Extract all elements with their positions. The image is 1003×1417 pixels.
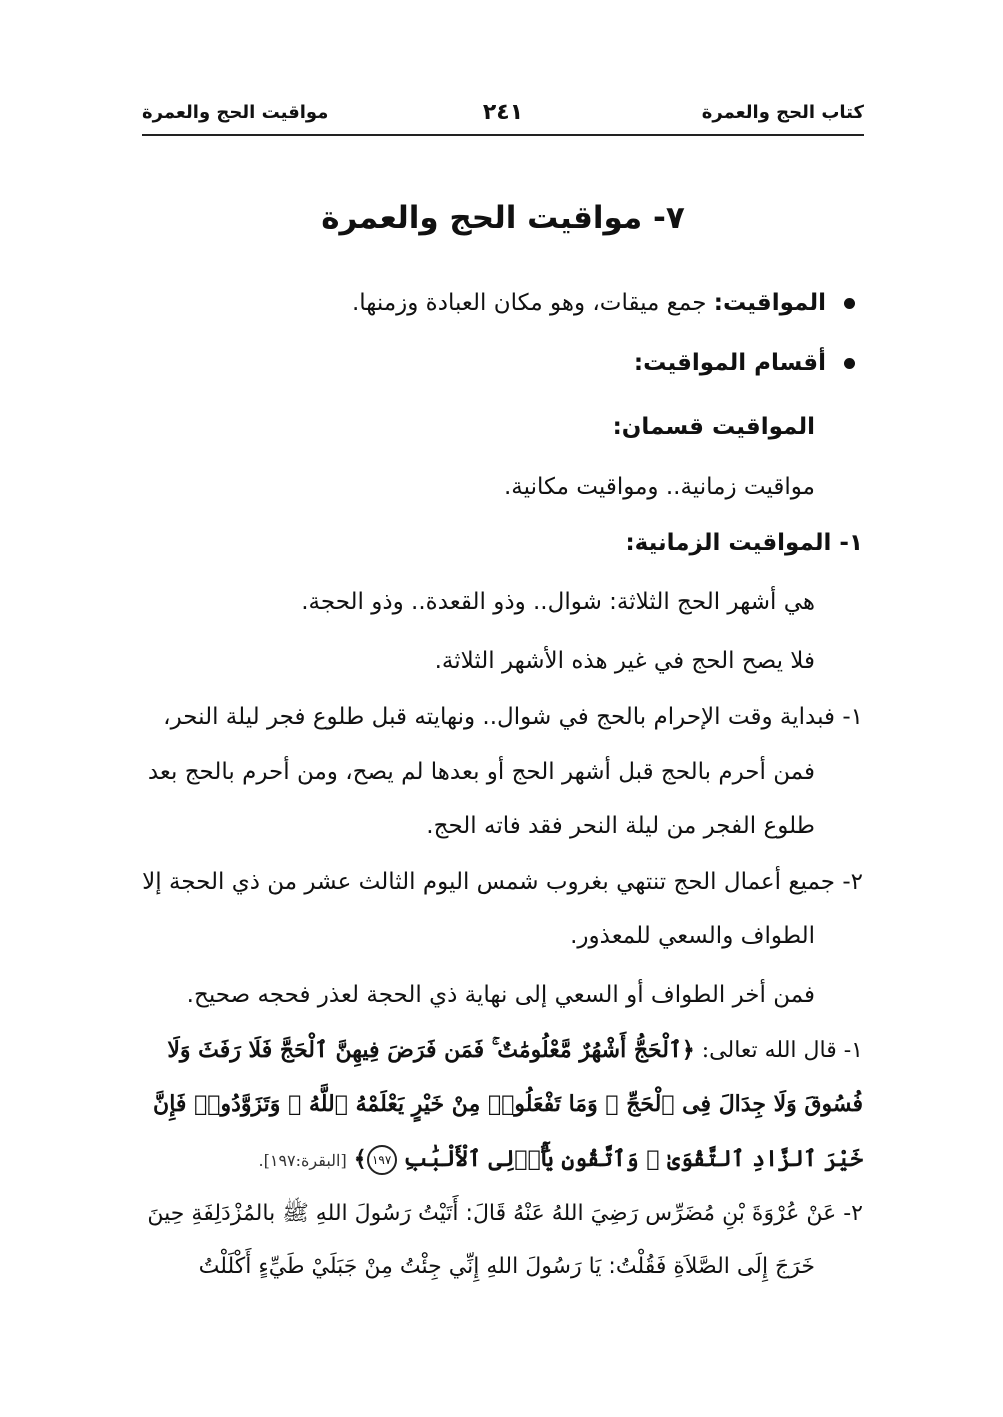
section-title: ٧- مواقيت الحج والعمرة (321, 200, 685, 236)
evidence1-intro: قال الله تعالى: (701, 1038, 837, 1063)
point1-line-1 (163, 704, 863, 730)
definition-term: المواقيت: (713, 290, 826, 316)
point1-line-3: طلوع الفجر من ليلة النحر فقد فاته الحج. (426, 813, 815, 839)
section1-title: المواقيت الزمانية: (625, 530, 832, 556)
types-line: مواقيت زمانية.. ومواقيت مكانية. (503, 474, 815, 500)
bullet-icon (844, 298, 855, 309)
divisions-heading: أقسام المواقيت: (633, 350, 826, 376)
point2-text-1: جميع أعمال الحج تنتهي بغروب شمس اليوم الثالث عشر من ذي الحجة إلا (142, 869, 836, 895)
hadith-text-2: خَرَجَ إِلَى الصَّلاَةِ فَقُلْتُ: يَا رَسُولَ اللهِ إِنِّي جِئْتُ مِنْ جَبَلَيْ طَيِّءٍ أَكْلَلْتُ (198, 1254, 815, 1279)
invalid-line: فلا يصح الحج في غير هذه الأشهر الثلاثة. (434, 648, 815, 674)
quran-verse-3: خَيْرَ ٱلزَّادِ ٱلتَّقْوَىٰ ۚ وَٱتَّقُونِ يَٰٓأُو۟لِى ٱلْأَلْبَٰبِ (403, 1146, 863, 1172)
evidence2-line-1 (147, 1199, 863, 1231)
evidence2-number: ٢- (843, 1201, 863, 1226)
bullet-definition (139, 290, 855, 316)
point1-number: ١- (842, 704, 863, 730)
running-header (142, 100, 864, 136)
quran-reference: [البقرة:١٩٧]. (258, 1151, 347, 1170)
quran-verse-1: ﴿ٱلْحَجُّ أَشْهُرٌ مَّعْلُومَٰتٌ ۚ فَمَن فَرَضَ فِيهِنَّ ٱلْحَجَّ فَلَا رَفَثَ وَلَا (167, 1037, 695, 1063)
point1-text-1: فبداية وقت الإحرام بالحج في شوال.. ونهايته قبل طلوع فجر ليلة النحر، (163, 704, 836, 730)
delay-line: فمن أخر الطواف أو السعي إلى نهاية ذي الحجة لعذر فحجه صحيح. (186, 982, 815, 1008)
page-number: ٢٤١ (482, 100, 524, 125)
bullet-divisions (139, 350, 855, 376)
quran-verse-2: فُسُوقَ وَلَا جِدَالَ فِى ٱلْحَجِّ ۗ وَمَا تَفْعَلُوا۟ مِنْ خَيْرٍ يَعْلَمْهُ ٱللَّهُ ۗ وَتَزَوَّدُوا۟ فَإِنَّ (153, 1091, 863, 1117)
book-title: كتاب الحج والعمرة (701, 102, 864, 123)
chapter-title: مواقيت الحج والعمرة (142, 102, 329, 123)
sub-heading: المواقيت قسمان: (612, 414, 815, 440)
point2-line-1 (142, 869, 863, 895)
point1-line-2: فمن أحرم بالحج قبل أشهر الحج أو بعدها لم يصح، ومن أحرم بالحج بعد (147, 759, 815, 785)
definition-text: جمع ميقات، وهو مكان العبادة وزمنها. (351, 290, 707, 316)
evidence1-line-1 (167, 1037, 863, 1063)
point2-line-2: الطواف والسعي للمعذور. (570, 923, 815, 949)
section1-heading (139, 530, 863, 556)
evidence1-number: ١- (843, 1038, 863, 1063)
point2-number: ٢- (842, 869, 863, 895)
section1-number: ١- (839, 530, 863, 556)
months-line: هي أشهر الحج الثلاثة: شوال.. وذو القعدة.. وذو الحجة. (301, 589, 815, 615)
evidence1-line-3: خَيْرَ ٱلزَّادِ ٱلتَّقْوَىٰ ۚ وَٱتَّقُونِ يَٰٓأُو۟لِى ٱلْأَلْبَٰبِ ١٩٧﴾ [البقرة:١٩٧]. (259, 1145, 863, 1175)
bullet-icon (844, 358, 855, 369)
hadith-text-1: عَنْ عُرْوَةَ بْنِ مُضَرِّس رَضِيَ اللهُ عَنْهُ قَالَ: أَتَيْتُ رَسُولَ اللهِ ﷺ بالمُزْدَلِفَةِ حِينَ (147, 1201, 837, 1226)
ayah-number-icon: ١٩٧ (367, 1145, 397, 1175)
